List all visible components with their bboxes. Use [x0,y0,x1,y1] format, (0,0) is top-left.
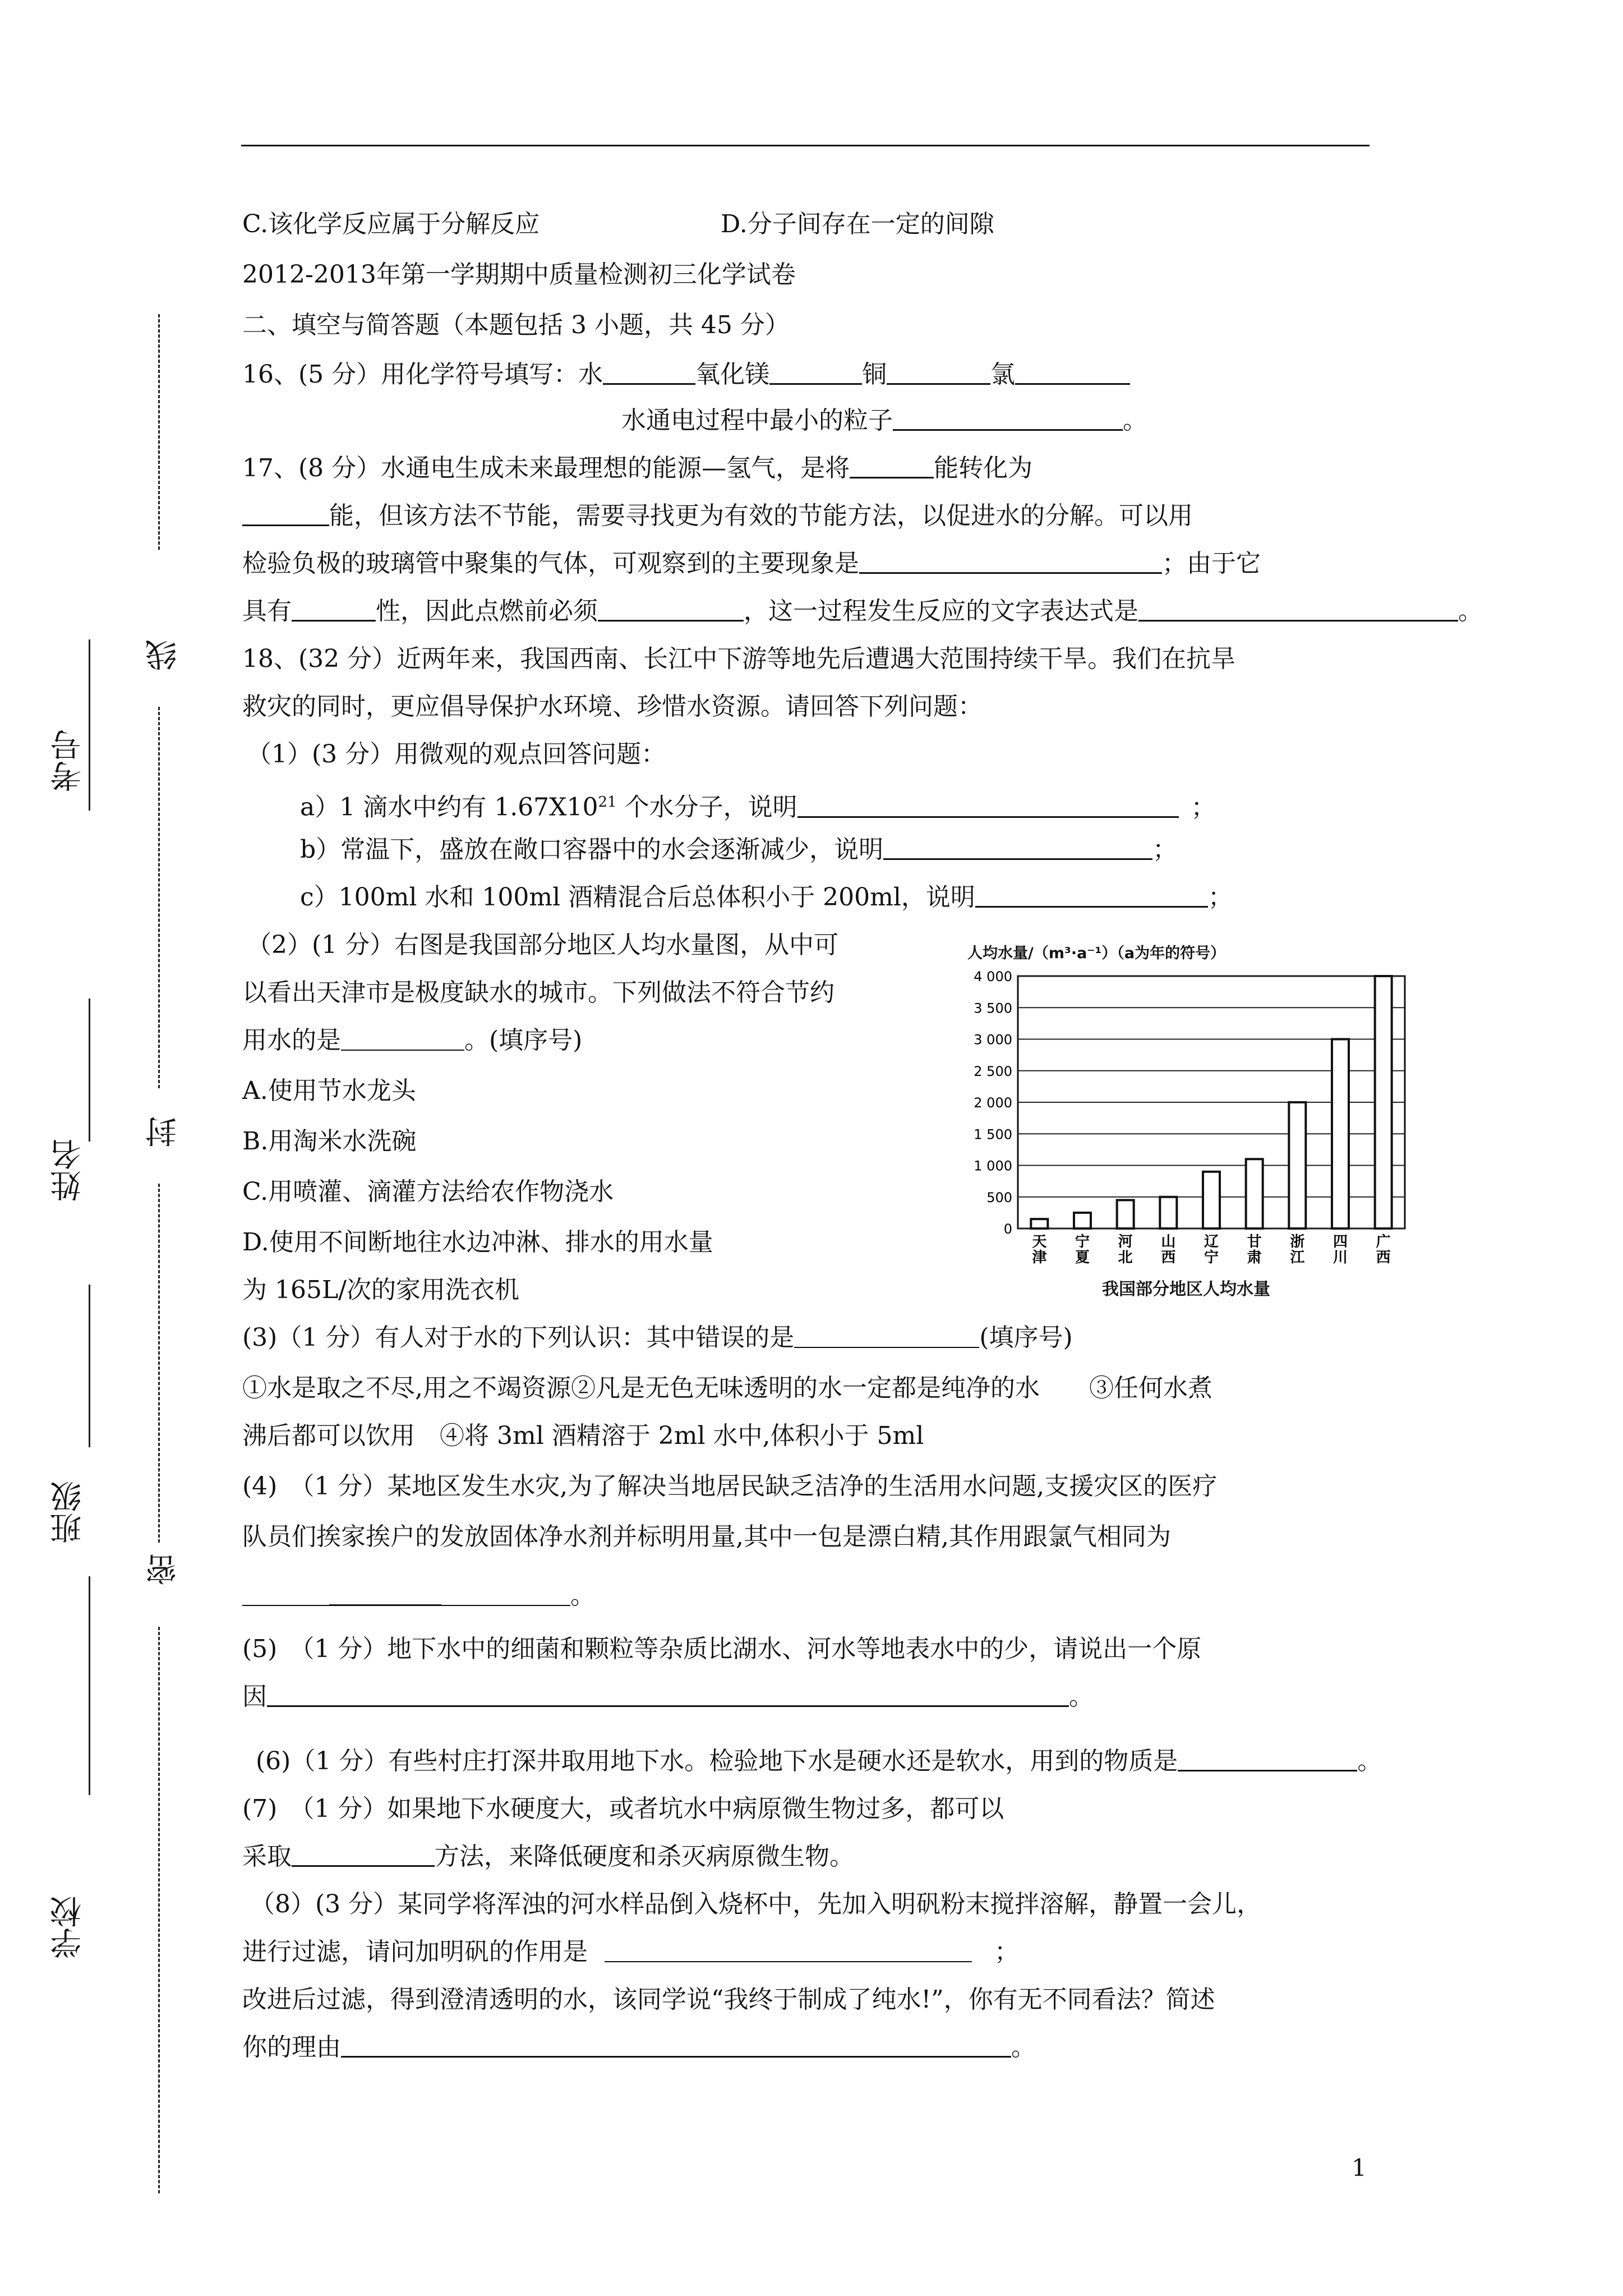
chart-bar-0 [1031,1219,1048,1228]
q18-5-text2: 因 [242,1682,267,1711]
q18-2-option-c [242,1175,614,1209]
line-option-c [242,208,540,241]
q18-1-heading [247,738,666,771]
q18-intro-2: 救灾的同时，更应倡导保护水环境、珍惜水资源。请回答下列问题： [242,692,983,721]
q18-2-option-d [242,1226,713,1259]
q17-equation-text: ，这一过程发生反应的文字表达式是 [744,597,1138,625]
exam-title [242,258,796,292]
chart-bar-1 [1074,1213,1091,1228]
q18-2-option-b [242,1125,416,1158]
q16-cu-label: 铜 [862,360,887,389]
q18-7-blank[interactable] [292,1843,435,1867]
q16-water-blank[interactable] [603,361,695,385]
q18-2-line3 [242,1024,582,1057]
q18-8-text2: 进行过滤，请问加明矾的作用是 [242,1938,588,1966]
q18-1a-end: ； [1191,793,1216,822]
chart-xtick-label: 川 [1332,1249,1348,1266]
q18-1c-text: c）100ml 水和 100ml 酒精混合后总体积小于 200ml，说明 [300,883,975,912]
chart-bar-8 [1375,976,1392,1228]
q18-2-end: 。(填序号) [464,1026,583,1055]
q18-1b-blank[interactable] [883,836,1152,860]
chart-ytick-label: 1 500 [974,1126,1012,1143]
q17-equation-blank[interactable] [1138,597,1458,622]
chart-xtick-label: 天 [1032,1234,1047,1250]
chart-ytick-label: 2 000 [974,1095,1012,1111]
q18-8-line1 [250,1888,1261,1921]
chart-bar-5 [1246,1159,1263,1228]
q18-3-end: (填序号) [979,1323,1073,1352]
q18-1a-blank[interactable] [797,794,1179,818]
chart-bar-4 [1203,1172,1220,1228]
chart-xtick-label: 江 [1290,1249,1305,1266]
q18-7-line1 [242,1792,1004,1826]
q18-1b [300,833,1177,867]
binding-dashed-line-top [158,314,160,550]
chart-ytick-label: 2 500 [974,1063,1012,1079]
chart-ytick-label: 4 000 [974,969,1012,984]
chart-xtick-label: 辽 [1204,1234,1219,1250]
q16-cl-label: 氯 [990,360,1016,389]
water-per-capita-chart [962,937,1422,1304]
q18-5-blank[interactable] [267,1683,1069,1707]
q18-line2 [242,690,983,724]
q18-4-text2: 队员们挨家挨户的发放固体净水剂并标明用量,其中一包是漂白精,其作用跟氯气相同为 [242,1522,1171,1551]
q18-8-line2 [242,1935,1019,1969]
chart-xtick-label: 西 [1376,1249,1391,1266]
q18-4-blank-a[interactable] [242,1582,329,1606]
binding-dashed-line-bottom [158,1627,160,2193]
q18-1a-text: a）1 滴水中约有 1.67X10 [300,793,598,822]
chart-xtick-label: 甘 [1247,1234,1262,1250]
chart-bar-7 [1332,1039,1349,1229]
page-number: 1 [1352,2154,1367,2182]
q18-4-text1: (4) （1 分）某地区发生水灾,为了解决当地居民缺乏洁净的生活用水问题,支援灾区的医疗 [242,1472,1218,1501]
chart-ytick-label: 1 000 [974,1158,1012,1174]
q16-line2 [621,404,1147,438]
q17-convert-text: 能转化为 [934,454,1033,482]
xuexiao-field-line [89,1576,90,1795]
q18-8-text2-end: ； [994,1938,1019,1966]
q17-line2-text: 能，但该方法不节能，需要寻找更为有效的节能方法，以促进水的分解。可以用 [329,501,1193,530]
q17-phenomenon-blank[interactable] [859,550,1162,574]
q18-2-option-d-cont [242,1273,519,1307]
q18-8-reason-blank[interactable] [341,2033,1011,2058]
q18-3-statements-1: ①水是取之不尽,用之不竭资源②凡是无色无味透明的水一定都是纯净的水 ③任何水煮 [242,1374,1212,1402]
chart-bar-6 [1289,1102,1306,1228]
chart-caption: 我国部分地区人均水量 [1102,1280,1270,1299]
chart-xtick-label: 津 [1032,1249,1047,1266]
q18-5-end: 。 [1069,1682,1094,1711]
section-heading [242,309,790,342]
q18-2-option-b-text: B.用淘米水洗碗 [242,1127,417,1156]
q18-8-alum-blank[interactable] [605,1939,972,1962]
q18-4-end: 。 [570,1581,595,1610]
q18-1c-end: ； [1207,883,1233,912]
q18-1b-end: ； [1152,835,1178,864]
q18-intro-1: 18、(32 分）近两年来，我国西南、长江中下游等地先后遭遇大范围持续干旱。我们在抗旱 [242,645,1236,673]
xingming-field-line [89,999,90,1142]
chart-bar-2 [1117,1200,1134,1228]
q18-1c [300,881,1233,914]
chart-xtick-label: 浙 [1290,1234,1305,1250]
q18-2-text1: （2）(1 分）右图是我国部分地区人均水量图，从中可 [247,931,839,959]
q18-5-line1 [242,1632,1201,1666]
q18-8-text1: （8）(3 分）某同学将浑浊的河水样品倒入烧杯中，先加入明矾粉末搅拌溶解，静置一会儿， [250,1890,1262,1918]
option-d-text: D.分子间存在一定的间隙 [721,210,994,238]
q16-prompt: 16、(5 分）用化学符号填写：水 [242,360,603,389]
q16-mgo-blank[interactable] [769,361,862,385]
q18-1a-text2: 个水分子，说明 [616,793,797,822]
q18-2-text2: 以看出天津市是极度缺水的城市。下列做法不符合节约 [242,978,834,1007]
q18-2-text3: 用水的是 [242,1026,341,1055]
q18-6-blank[interactable] [1178,1747,1357,1772]
seal-label-mi: 密 [145,1554,182,1585]
q18-7-text2: 采取 [242,1842,292,1871]
q18-3-statements-2: 沸后都可以饮用 ④将 3ml 酒精溶于 2ml 水中,体积小于 5ml [242,1421,924,1450]
q18-1a [300,785,1216,825]
q18-1-heading-text: （1）(3 分）用微观的观点回答问题： [247,740,666,769]
header-rule [241,145,1370,146]
q18-5-line2 [242,1680,1094,1714]
chart-xtick-label: 肃 [1247,1249,1262,1266]
q18-2-option-d-text2: 为 165L/次的家用洗衣机 [242,1276,520,1304]
q17-line1 [242,452,1032,485]
q16-cu-blank[interactable] [887,361,990,385]
q18-2-blank[interactable] [341,1027,464,1051]
chart-ytick-label: 500 [986,1189,1012,1205]
chart-ytick-label: 3 000 [974,1032,1012,1048]
banji-field-line [89,1285,90,1447]
seal-label-xian: 线 [145,639,182,671]
q17-must-blank[interactable] [598,597,744,622]
banji-label: 班级 [50,1481,86,1544]
chart-xtick-label: 广 [1376,1234,1391,1250]
chart-xtick-label: 河 [1118,1234,1133,1250]
q18-2-option-a [242,1074,416,1108]
q17-property-blank[interactable] [292,597,376,622]
chart-xtick-label: 宁 [1075,1234,1090,1250]
q18-5-text1: (5) （1 分）地下水中的细菌和颗粒等杂质比湖水、河水等地表水中的少，请说出一个原 [242,1635,1202,1663]
q17-must-text: 性，因此点燃前必须 [376,597,598,625]
q18-8-line3 [242,1983,1215,2017]
section-heading-text: 二、填空与简答题（本题包括 3 小题，共 45 分） [242,311,790,339]
chart-title: 人均水量/（m³·a⁻¹）（a为年的符号） [967,945,1226,962]
q18-8-text3: 改进后过滤，得到澄清透明的水，该同学说“我终于制成了纯水!”，你有无不同看法？简述 [242,1985,1215,2014]
chart-xtick-label: 山 [1161,1234,1176,1250]
xuexiao-label: 学校 [50,1896,86,1959]
q18-6-text: (6)（1 分）有些村庄打深井取用地下水。检验地下水是硬水还是软水，用到的物质是 [256,1747,1178,1775]
chart-xtick-label: 北 [1118,1249,1133,1266]
chart-xtick-label: 西 [1161,1249,1176,1266]
q18-2-line1 [247,928,838,962]
q17-prompt: 17、(8 分）水通电生成未来最理想的能源—氢气，是将 [242,454,850,482]
q18-8-text4: 你的理由 [242,2033,341,2062]
q18-7-text1: (7) （1 分）如果地下水硬度大，或者坑水中病原微生物过多，都可以 [242,1795,1004,1823]
q18-4-line2 [242,1520,1171,1554]
q16-mgo-label: 氧化镁 [695,360,770,389]
line-option-d [721,208,994,241]
q16-cl-blank[interactable] [1015,361,1130,385]
q17-energy-to-blank[interactable] [242,502,329,526]
q18-7-line2 [242,1840,854,1874]
binding-dashed-line-mid1 [158,707,160,1088]
q17-line4 [242,595,1483,628]
q18-4-line1 [242,1470,1217,1503]
q18-2-line2 [242,976,834,1010]
q17-line3-end: ；由于它 [1162,549,1261,578]
q18-6-end: 。 [1357,1747,1382,1775]
chart-xtick-label: 四 [1332,1234,1348,1250]
chart-bar-3 [1160,1197,1177,1228]
q18-2-option-a-text: A.使用节水龙头 [242,1076,416,1105]
q18-line1 [242,642,1235,676]
q17-period: 。 [1458,597,1483,625]
q18-4-line3 [242,1579,595,1613]
q18-1b-text: b）常温下，盛放在敞口容器中的水会逐渐减少，说明 [300,835,884,864]
q17-energy-from-blank[interactable] [850,454,934,478]
exam-title-text: 2012-2013年第一学期期中质量检测初三化学试卷 [242,260,796,289]
chart-xtick-label: 夏 [1075,1249,1090,1266]
q18-6-line [256,1745,1382,1778]
q18-3-line3 [242,1419,924,1453]
chart-ytick-label: 0 [1003,1221,1012,1237]
q18-4-blank-b[interactable] [329,1582,441,1606]
q18-8-end: 。 [1011,2033,1036,2062]
q18-7-text3: 方法，来降低硬度和杀灭病原微生物。 [435,1842,854,1871]
q18-3-text: (3)（1 分）有人对于水的下列认识：其中错误的是 [242,1323,795,1352]
q18-3-blank[interactable] [794,1324,979,1348]
q18-1c-blank[interactable] [975,884,1208,908]
q18-3-line2 [242,1372,1212,1405]
q18-3-line1 [242,1321,1073,1355]
q16-particle-prompt: 水通电过程中最小的粒子 [621,406,893,435]
q18-8-line4 [242,2031,1036,2064]
chart-xtick-label: 宁 [1204,1249,1219,1266]
q18-2-option-d-text: D.使用不间断地往水边冲淋、排水的用水量 [242,1228,713,1257]
q17-line3-text: 检验负极的玻璃管中聚集的气体，可观察到的主要现象是 [242,549,859,578]
xingming-label: 姓名 [50,1139,86,1202]
seal-label-feng: 封 [145,1116,182,1148]
option-c-text: C.该化学反应属于分解反应 [242,210,540,238]
kaohao-field-line [89,639,90,811]
q18-1a-exponent: 21 [598,794,617,811]
q17-line2 [242,499,1193,533]
q16-period: 。 [1123,406,1147,435]
q16-line1 [242,358,1130,392]
q18-4-blank-c[interactable] [441,1582,570,1606]
q17-has-text: 具有 [242,597,292,625]
q17-line3 [242,547,1261,581]
q18-2-option-c-text: C.用喷灌、滴灌方法给农作物浇水 [242,1177,614,1206]
kaohao-label: 考号 [50,729,86,792]
chart-ytick-label: 3 500 [974,1000,1012,1016]
q16-particle-blank[interactable] [893,407,1123,431]
binding-dashed-line-mid2 [158,1184,160,1543]
